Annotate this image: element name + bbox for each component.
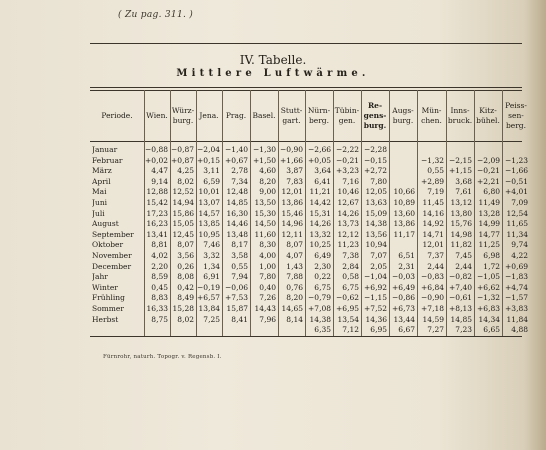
table-cell: 4,25 [177,166,194,176]
table-cell: 11,25 [478,240,500,250]
table-cell: 14,16 [422,208,444,218]
table-cell: 8,14 [286,314,303,324]
table-cell: 15,28 [172,304,194,313]
table-cell: −1,57 [505,293,528,303]
table-cell: 13,54 [337,314,359,324]
table-cell: 10,66 [393,187,415,197]
table-cell: 0,55 [231,261,248,271]
table-cell: 12,88 [146,187,168,197]
table-cell: +7,08 [308,304,331,313]
table-cell: 6,95 [370,325,387,335]
row-label: Frühling [92,293,125,303]
table-cell: 8,20 [259,176,276,186]
table-cell: −1,83 [505,272,528,282]
table-cell: 12,54 [506,208,528,218]
table-cell: 0,26 [177,261,194,271]
table-cell: 15,76 [450,219,472,229]
table-cell: 8,17 [231,240,248,250]
table-cell: 6,80 [483,187,500,197]
table-cell: 8,30 [259,240,276,250]
table-cell: 0,76 [286,282,303,292]
table-cell: +3,83 [505,304,528,313]
table-cell: 1,72 [483,261,500,271]
table-cell: +2,72 [364,166,387,176]
row-label: Februar [92,155,123,165]
table-cell: 1,43 [286,261,303,271]
table-cell: −0,21 [336,155,359,165]
table-cell: 12,12 [337,229,359,239]
table-cell: 14,42 [309,198,331,207]
table-cell: 13,86 [281,198,303,207]
table-cell: 16,33 [146,304,168,313]
table-cell: 16,23 [146,219,168,229]
column-header: Würz- burg. [171,106,195,125]
table-cell: 8,02 [177,176,194,186]
table-cell: 4,60 [259,166,276,176]
table-cell: 13,28 [478,208,500,218]
table-cell: 13,50 [254,198,276,207]
table-cell: 13,84 [198,304,220,313]
table-cell: 13,56 [365,229,387,239]
table-cell: 7,25 [203,314,220,324]
row-label: März [92,166,112,176]
table-cell: 7,19 [427,187,444,197]
table-cell: +6,57 [197,293,220,303]
table-cell: −1,32 [477,293,500,303]
subtitle-rule-thin [90,90,522,91]
table-cell: 7,38 [342,251,359,260]
table-cell: 6,49 [314,251,331,260]
table-cell: 11,84 [506,314,528,324]
row-label: November [92,251,132,260]
table-cell: 14,57 [198,208,220,218]
table-cell: 14,65 [281,304,303,313]
table-cell: +4,74 [505,282,528,292]
table-cell: 0,42 [177,282,194,292]
table-cell: 13,12 [450,198,472,207]
table-cell: +6,83 [477,304,500,313]
table-cell: −0,15 [364,155,387,165]
table-cell: −1,32 [421,155,444,165]
table-cell: −0,90 [280,145,303,154]
table-cell: +6,84 [421,282,444,292]
row-label: Herbst [92,314,119,324]
table-cell: 14,99 [478,219,500,229]
table-cell: 13,86 [393,219,415,229]
table-cell: −0,06 [225,282,248,292]
table-cell: 6,51 [398,251,415,260]
table-cell: 0,58 [342,272,359,282]
table-cell: 14,26 [309,219,331,229]
table-cell: 13,85 [198,219,220,229]
table-cell: 7,34 [231,176,248,186]
table-cell: 15,87 [226,304,248,313]
table-cell: 1,34 [203,261,220,271]
table-cell: +4,01 [505,187,528,197]
table-cell: −2,66 [308,145,331,154]
table-cell: 7,37 [427,251,444,260]
column-header: Inns- bruck. [447,106,473,125]
table-cell: 12,01 [281,187,303,197]
table-cell: 8,83 [151,293,168,303]
table-cell: 6,35 [314,325,331,335]
table-cell: 6,98 [483,251,500,260]
table-cell: 11,45 [422,198,444,207]
table-cell: +0,69 [505,261,528,271]
table-cell: −1,66 [505,166,528,176]
table-cell: 11,65 [506,219,528,229]
table-cell: +0,15 [197,155,220,165]
table-cell: 11,34 [506,229,528,239]
column-header: Stutt- gart. [280,106,303,125]
table-cell: −1,40 [225,145,248,154]
table-cell: −1,30 [253,145,276,154]
table-cell: 9,00 [259,187,276,197]
table-cell: +2,21 [477,176,500,186]
table-cell: 0,40 [259,282,276,292]
table-cell: 14,38 [309,314,331,324]
table-cell: 10,89 [393,198,415,207]
row-label: Jahr [92,272,108,282]
table-cell: 3,87 [286,166,303,176]
table-cell: 3,58 [231,251,248,260]
table-cell: −0,21 [477,166,500,176]
table-cell: 8,08 [177,272,194,282]
table-cell: 2,05 [370,261,387,271]
table-cell: −0,03 [392,272,415,282]
table-cell: 7,12 [342,325,359,335]
table-cell: 8,49 [177,293,194,303]
table-cell: 4,02 [151,251,168,260]
table-cell: 13,07 [198,198,220,207]
column-header: Periode. [101,111,133,120]
table-cell: −0,79 [308,293,331,303]
table-cell: 14,71 [422,229,444,239]
table-cell: +2,89 [421,176,444,186]
table-cell: 12,48 [226,187,248,197]
table-cell: 8,59 [151,272,168,282]
table-cell: −0,19 [197,282,220,292]
table-cell: 16,30 [226,208,248,218]
table-cell: 6,67 [398,325,415,335]
table-cell: +6,95 [336,304,359,313]
table-cell: 0,22 [314,272,331,282]
table-cell: 2,44 [455,261,472,271]
bottom-rule [90,336,522,337]
table-cell: 12,52 [172,187,194,197]
row-label: Sommer [92,304,124,313]
table-cell: +0,67 [225,155,248,165]
table-subtitle: Mittlere Luftwärme. [176,68,370,79]
table-cell: 2,84 [342,261,359,271]
table-cell: 15,42 [146,198,168,207]
table-cell: 7,88 [286,272,303,282]
table-cell: 12,45 [172,229,194,239]
table-cell: 6,41 [314,176,331,186]
column-header: Basel. [252,111,276,120]
table-cell: +1,66 [280,155,303,165]
table-cell: 2,31 [398,261,415,271]
column-header: Mün- chen. [421,106,442,125]
table-cell: 10,46 [337,187,359,197]
table-cell: +0,05 [308,155,331,165]
table-cell: 14,38 [365,219,387,229]
table-cell: 8,02 [177,314,194,324]
table-cell: 10,95 [198,229,220,239]
table-cell: 11,21 [309,187,331,197]
table-cell: 14,26 [337,208,359,218]
table-cell: 2,78 [231,166,248,176]
table-cell: 8,07 [177,240,194,250]
row-label: April [92,176,111,186]
table-cell: +7,40 [449,282,472,292]
table-cell: 3,11 [203,166,220,176]
table-cell: 9,14 [151,176,168,186]
table-cell: 13,41 [146,229,168,239]
row-label: Juni [92,198,108,207]
row-label: Mai [92,187,107,197]
table-cell: −2,15 [449,155,472,165]
table-cell: 12,05 [365,187,387,197]
table-cell: 14,85 [450,314,472,324]
row-label: September [92,229,134,239]
table-cell: 13,63 [365,198,387,207]
row-label: Januar [92,145,118,154]
table-cell: 4,07 [286,251,303,260]
table-cell: +7,53 [225,293,248,303]
table-cell: 4,22 [511,251,528,260]
table-cell: 1,00 [259,261,276,271]
table-cell: +6,92 [364,282,387,292]
table-cell: 0,45 [151,282,168,292]
table-cell: +7,52 [364,304,387,313]
table-cell: −0,87 [171,145,194,154]
table-cell: 7,09 [511,198,528,207]
table-cell: 14,98 [450,229,472,239]
table-cell: 6,91 [203,272,220,282]
column-header: Tübin- gen. [334,106,360,125]
page-reference: ( Zu pag. 311. ) [118,10,194,20]
table-cell: 7,94 [231,272,248,282]
table-cell: 0,55 [427,166,444,176]
row-label: December [92,261,132,271]
table-cell: 6,75 [342,282,359,292]
table-cell: 11,60 [254,229,276,239]
table-cell: 14,36 [365,314,387,324]
table-cell: 8,81 [151,240,168,250]
table-cell: 13,80 [450,208,472,218]
column-header: Prag. [225,111,247,120]
table-cell: +0,87 [171,155,194,165]
table-cell: +8,13 [449,304,472,313]
column-header: Nürn- berg. [307,106,331,125]
table-cell: −1,04 [364,272,387,282]
table-cell: −0,83 [421,272,444,282]
table-cell: −0,62 [336,293,359,303]
table-cell: 6,59 [203,176,220,186]
table-cell: +0,02 [145,155,168,165]
table-cell: 12,11 [281,229,303,239]
table-cell: 13,48 [226,229,248,239]
table-title: IV. Tabelle. [239,53,307,67]
table-cell: −2,28 [364,145,387,154]
table-cell: 10,94 [365,240,387,250]
table-cell: 7,45 [455,251,472,260]
table-cell: 7,61 [455,187,472,197]
table-cell: −0,51 [505,176,528,186]
table-cell: 2,44 [427,261,444,271]
table-cell: 7,80 [259,272,276,282]
table-cell: 11,49 [478,198,500,207]
row-label: Juli [92,208,105,218]
table-cell: 2,30 [314,261,331,271]
table-cell: 14,92 [422,219,444,229]
table-cell: 8,20 [286,293,303,303]
row-label: Oktober [92,240,124,250]
footer-note: Fürnrohr, naturh. Topogr. v. Regensb. I. [103,354,222,360]
table-cell: −1,23 [505,155,528,165]
table-cell: 8,41 [231,314,248,324]
table-cell: 17,23 [146,208,168,218]
table-cell: 8,75 [151,314,168,324]
table-cell: 15,31 [309,208,331,218]
table-cell: −0,90 [421,293,444,303]
header-rule [90,141,522,142]
table-cell: −2,04 [197,145,220,154]
table-cell: −0,88 [145,145,168,154]
table-cell: 15,46 [281,208,303,218]
table-cell: 3,32 [203,251,220,260]
table-cell: 10,01 [198,187,220,197]
column-header: Re- gens- burg. [363,101,387,130]
table-cell: 14,34 [478,314,500,324]
table-cell: −0,86 [392,293,415,303]
table-cell: +6,73 [392,304,415,313]
row-label: Winter [92,282,118,292]
table-cell: 15,30 [254,208,276,218]
table-cell: 11,17 [393,229,415,239]
table-cell: +1,50 [253,155,276,165]
subtitle-rule [90,87,522,88]
table-cell: 15,86 [172,208,194,218]
table-cell: 6,75 [314,282,331,292]
column-header: Wien. [146,111,168,120]
table-cell: −1,15 [364,293,387,303]
table-cell: 14,77 [478,229,500,239]
table-cell: 4,47 [151,166,168,176]
column-header: Augs- burg. [392,106,414,125]
table-cell: 7,16 [342,176,359,186]
table-cell: −1,05 [477,272,500,282]
table-cell: 7,23 [455,325,472,335]
table-cell: 13,32 [309,229,331,239]
table-cell: 3,64 [314,166,331,176]
column-header: Kitz- bühel. [476,106,500,125]
table-cell: 15,05 [172,219,194,229]
table-cell: −0,61 [449,293,472,303]
table-cell: −2,09 [477,155,500,165]
table-cell: 6,65 [483,325,500,335]
table-cell: 7,27 [427,325,444,335]
table-cell: 14,43 [254,304,276,313]
table-cell: 2,20 [151,261,168,271]
table-cell: +6,62 [477,282,500,292]
table-cell: 7,07 [370,251,387,260]
table-cell: −2,22 [336,145,359,154]
table-cell: 14,59 [422,314,444,324]
table-cell: 7,26 [259,293,276,303]
table-cell: +7,18 [421,304,444,313]
table-cell: 7,83 [286,176,303,186]
table-cell: 14,94 [172,198,194,207]
table-cell: 14,46 [226,219,248,229]
column-header: Jena. [199,111,219,120]
row-label: August [92,219,119,229]
table-cell: 14,85 [226,198,248,207]
table-cell: −0,82 [449,272,472,282]
table-cell: 15,09 [365,208,387,218]
table-cell: 4,88 [511,325,528,335]
table-cell: 3,56 [177,251,194,260]
table-cell: 12,67 [337,198,359,207]
column-header: Peiss- sen- berg. [505,101,527,130]
top-rule [90,43,522,44]
table-cell: 3,68 [455,176,472,186]
table-cell: +6,49 [392,282,415,292]
table-cell: 8,07 [286,240,303,250]
table-cell: 13,60 [393,208,415,218]
table-cell: 11,82 [450,240,472,250]
table-cell: 13,73 [337,219,359,229]
table-cell: 10,25 [309,240,331,250]
table-cell: +3,23 [336,166,359,176]
table-cell: 4,00 [259,251,276,260]
table-cell: 7,96 [259,314,276,324]
table-cell: +1,15 [449,166,472,176]
table-cell: 11,23 [337,240,359,250]
table-cell: 13,44 [393,314,415,324]
table-cell: 7,46 [203,240,220,250]
table-cell: 12,01 [422,240,444,250]
table-cell: 14,96 [281,219,303,229]
table-cell: 14,50 [254,219,276,229]
table-cell: 9,74 [511,240,528,250]
table-cell: 7,80 [370,176,387,186]
